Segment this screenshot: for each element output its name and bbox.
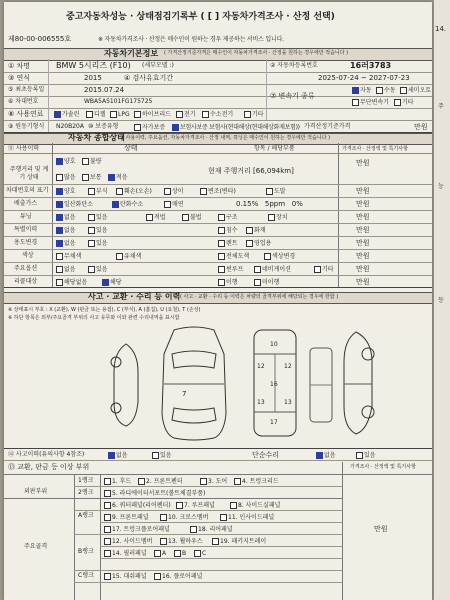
main-frame-group: 주요골격 bbox=[24, 543, 48, 550]
odometer-label: 주행거리 및 계기 상태 bbox=[9, 166, 49, 181]
warranty-insurer[interactable]: 보험사보증 보험사(현대해상(현대해상화재보험)) bbox=[172, 124, 300, 131]
fuel-electric[interactable]: 전기 bbox=[176, 111, 196, 118]
exterior-price-column: 가격조사 · 산정액 및 특기사항 bbox=[350, 464, 416, 470]
tuning-none[interactable]: 없음 bbox=[56, 214, 76, 221]
first-registration-label: ⑤ 최초등록일 bbox=[8, 86, 45, 93]
unit-6: 만원 bbox=[356, 239, 370, 247]
svg-text:17: 17 bbox=[270, 419, 278, 426]
rank-b-label: B랭크 bbox=[78, 548, 94, 555]
color-label: 색상 bbox=[22, 252, 34, 259]
part-quarter-panel[interactable]: 6. 쿼터패널(리어펜더) bbox=[104, 502, 171, 509]
simple-repair-yes[interactable]: 있음 bbox=[356, 452, 376, 459]
part-package-tray[interactable]: 19. 패키지트레이 bbox=[212, 538, 266, 545]
unit-7: 만원 bbox=[356, 252, 370, 260]
options-none[interactable]: 없음 bbox=[56, 266, 76, 273]
exterior-panel-group: 외판부위 bbox=[24, 488, 48, 495]
next-page-edge bbox=[434, 0, 450, 600]
inspection-validity-value: 2025-07-24 ~ 2027-07-23 bbox=[318, 74, 410, 82]
part-side-sill-panel[interactable]: 8. 사이드실패널 bbox=[230, 502, 280, 509]
svg-text:13: 13 bbox=[284, 399, 292, 406]
options-sunroof[interactable]: 썬루프 bbox=[218, 266, 243, 273]
recall-label: 리콜대상 bbox=[14, 278, 38, 285]
registration-number-value: 16러3783 bbox=[350, 61, 392, 70]
svg-text:7: 7 bbox=[182, 390, 187, 398]
rank-c-label: C랭크 bbox=[78, 572, 94, 579]
svg-text:10: 10 bbox=[270, 341, 278, 348]
color-full-paint[interactable]: 전체도색 bbox=[218, 253, 249, 260]
accident-history-none[interactable]: 없음 bbox=[108, 452, 128, 459]
vin-label: ⑥ 차대번호 bbox=[8, 98, 39, 105]
current-mileage: 현재 주행거리 [66,094km] bbox=[208, 167, 294, 175]
mileage-high[interactable]: 많음 bbox=[56, 174, 76, 181]
inspection-record-sheet bbox=[4, 2, 432, 600]
next-page-label-2: 능 bbox=[438, 183, 444, 190]
tuning-structure[interactable]: 구조 bbox=[218, 214, 238, 221]
rank-a-label: A랭크 bbox=[78, 512, 94, 519]
first-registration-value: 2015.07.24 bbox=[84, 86, 125, 94]
fuel-hybrid[interactable]: 하이브리드 bbox=[134, 111, 171, 118]
options-other[interactable]: 기타 bbox=[314, 266, 334, 273]
fuel-hydrogen[interactable]: 수소전기 bbox=[202, 111, 233, 118]
special-none[interactable]: 없음 bbox=[56, 227, 76, 234]
unit-4: 만원 bbox=[356, 213, 370, 221]
accident-section-title: 사고 · 교환 · 수리 등 이력 bbox=[88, 292, 181, 301]
rank-1-label: 1랭크 bbox=[78, 477, 94, 484]
tuning-legal[interactable]: 적법 bbox=[146, 214, 166, 221]
odometer-good[interactable]: 양호 bbox=[56, 158, 76, 165]
next-page-label-1: 주 bbox=[438, 103, 444, 110]
options-yes[interactable]: 있음 bbox=[88, 266, 108, 273]
vin-marking-smeared[interactable]: 도말 bbox=[266, 188, 286, 195]
use-change-label: 용도변경 bbox=[14, 239, 38, 246]
fuel-label: ⑧ 사용연료 bbox=[8, 110, 44, 118]
unit-3: 만원 bbox=[356, 200, 370, 208]
emission-co[interactable]: 일산화탄소 bbox=[56, 201, 93, 208]
accident-section-note: ( 사고 · 교환 · 수리 등 이력은 차량의 골격부위에 해당되는 경우에 한함 ) bbox=[180, 294, 339, 300]
part-cross-member[interactable]: 10. 크로스멤버 bbox=[160, 514, 208, 521]
options-label: 주요옵션 bbox=[14, 265, 38, 272]
base-price-label: 가격산정기준가격 bbox=[304, 123, 351, 130]
transmission-cvt[interactable]: 무단변속기 bbox=[352, 99, 389, 106]
status-section-note: ( 사용이력, 주요옵션, 자동차가격조사 · 산정 내역, 튜닝은 매수인이 원하는 경우에만 적습니다 ) bbox=[122, 135, 331, 141]
car-model-detail: (세부모델 :) bbox=[142, 62, 174, 69]
recall-done[interactable]: 이행 bbox=[218, 279, 238, 286]
use-change-commercial[interactable]: 영업용 bbox=[246, 240, 271, 247]
svg-text:13: 13 bbox=[257, 399, 265, 406]
price-column: 가격조사 · 산정액 및 특기사항 bbox=[342, 146, 408, 152]
odometer-bad[interactable]: 불량 bbox=[82, 158, 102, 165]
page-title: 중고자동차성능 · 상태점검기록부 ( [ ] 자동차가격조사 · 산정 선택) bbox=[66, 12, 335, 22]
simple-repair-none[interactable]: 없음 bbox=[316, 452, 336, 459]
accident-history-label: ⑫ 사고이력(유의사항 4참조) bbox=[8, 451, 85, 458]
transmission-auto[interactable]: 자동 bbox=[352, 87, 372, 94]
car-top-view-diagram bbox=[144, 324, 244, 442]
item-column: 항목 / 해당부품 bbox=[254, 145, 295, 152]
recall-not-done[interactable]: 미이행 bbox=[254, 279, 279, 286]
mileage-normal[interactable]: 보통 bbox=[82, 174, 102, 181]
fuel-diesel[interactable]: 디젤 bbox=[86, 111, 106, 118]
basic-info-section-title: 자동차기본정보 bbox=[104, 49, 159, 58]
basic-info-note: ( 가격산정기준가격은 매수인이 자동차가격조사 · 산정을 원하는 경우에만 적습니다 ) bbox=[164, 50, 349, 56]
color-changed[interactable]: 색상변경 bbox=[264, 253, 295, 260]
rank-2-label: 2랭크 bbox=[78, 489, 94, 496]
car-name-value: BMW 5시리즈 (F10) bbox=[56, 61, 131, 70]
use-change-yes[interactable]: 있음 bbox=[88, 240, 108, 247]
car-frame-diagram bbox=[244, 324, 306, 442]
state-column: 상태 bbox=[124, 144, 138, 152]
transmission-manual[interactable]: 수동 bbox=[376, 87, 396, 94]
base-price-unit: 만원 bbox=[414, 123, 428, 131]
car-left-side-diagram bbox=[106, 342, 144, 428]
simple-repair-label: 단순수리 bbox=[252, 451, 280, 459]
special-flood[interactable]: 침수 bbox=[218, 227, 238, 234]
status-code-note: ※ 하단 항목은 외부/주요골격 부위의 사고 유무와 이와 관련 수리내역을 표시함 bbox=[8, 315, 180, 321]
part-side-member[interactable]: 12. 사이드멤버 bbox=[104, 538, 152, 545]
tuning-label: 튜닝 bbox=[20, 213, 32, 220]
model-year-label: ③ 연식 bbox=[8, 74, 31, 82]
emission-values: 0.15% 5ppm 0% bbox=[236, 200, 303, 208]
part-rear-panel[interactable]: 18. 리어패널 bbox=[190, 526, 233, 533]
part-roof-panel[interactable]: 7. 루프패널 bbox=[176, 502, 215, 509]
part-wheel-house[interactable]: 13. 휠하우스 bbox=[160, 538, 203, 545]
pillar-a[interactable]: A bbox=[154, 550, 166, 557]
mileage-low[interactable]: 적음 bbox=[108, 174, 128, 181]
unit-9: 만원 bbox=[356, 278, 370, 286]
part-inside-panel[interactable]: 11. 인사이드패널 bbox=[220, 514, 274, 521]
pillar-b[interactable]: B bbox=[174, 550, 186, 557]
accident-history-yes[interactable]: 있음 bbox=[152, 452, 172, 459]
emission-hc[interactable]: 탄화수소 bbox=[112, 201, 143, 208]
service-notice: ※ 자동차가격조사 · 산정은 매수인이 원하는 경우 제공하는 서비스 입니다. bbox=[98, 36, 284, 43]
part-hood[interactable]: 1. 후드 bbox=[104, 478, 131, 485]
transmission-label: ⑦ 변속기 종류 bbox=[270, 92, 315, 100]
car-left-frame-diagram bbox=[304, 342, 338, 428]
exterior-section-title: ⑬ 교환, 판금 등 이상 부위 bbox=[8, 463, 90, 471]
pillar-c[interactable]: C bbox=[194, 550, 206, 557]
emission-label: 배출가스 bbox=[14, 200, 38, 207]
tuning-illegal[interactable]: 불법 bbox=[182, 214, 202, 221]
part-trunk-floor-panel[interactable]: 17. 트렁크플로어패널 bbox=[104, 526, 170, 533]
tuning-yes[interactable]: 있음 bbox=[88, 214, 108, 221]
vin-marking-altered[interactable]: 변조(변타) bbox=[200, 188, 236, 195]
tuning-device[interactable]: 장치 bbox=[268, 214, 288, 221]
recall-applicable[interactable]: 해당 bbox=[102, 279, 122, 286]
unit-1: 만원 bbox=[356, 159, 370, 167]
part-dash-panel[interactable]: 15. 대쉬패널 bbox=[104, 573, 147, 580]
svg-text:16: 16 bbox=[270, 381, 278, 388]
use-change-none[interactable]: 없음 bbox=[56, 240, 76, 247]
warranty-type-label: ⑩ 보증유형 bbox=[88, 123, 119, 130]
special-fire[interactable]: 화재 bbox=[246, 227, 266, 234]
recall-none[interactable]: 해당없음 bbox=[56, 279, 87, 286]
part-pillar-panel[interactable]: 14. 필러패널 bbox=[104, 550, 147, 557]
part-radiator-support[interactable]: 5. 라디에이터서포트(볼트체결부품) bbox=[104, 490, 205, 497]
part-trunk-lid[interactable]: 4. 트렁크리드 bbox=[234, 478, 279, 485]
car-name-label: ① 차명 bbox=[8, 62, 31, 70]
transmission-semi-auto[interactable]: 세미오토 bbox=[400, 87, 431, 94]
special-history-label: 특별이력 bbox=[14, 226, 38, 233]
options-navigation[interactable]: 네비게이션 bbox=[254, 266, 291, 273]
model-year-value: 2015 bbox=[84, 74, 102, 82]
color-chromatic[interactable]: 유채색 bbox=[116, 253, 141, 260]
vin-marking-different[interactable]: 상이 bbox=[164, 188, 184, 195]
document-number: 제80-00-006555호 bbox=[8, 35, 72, 43]
inspection-validity-label: ④ 검사유효기간 bbox=[124, 74, 174, 82]
fuel-other[interactable]: 기타 bbox=[244, 111, 264, 118]
next-page-section-number: 14. bbox=[435, 25, 447, 33]
unit-5: 만원 bbox=[356, 226, 370, 234]
use-change-rent[interactable]: 렌트 bbox=[218, 240, 238, 247]
fuel-gasoline[interactable]: 가솔린 bbox=[54, 111, 79, 118]
part-floor-panel[interactable]: 16. 플로어패널 bbox=[154, 573, 202, 580]
vin-marking-good[interactable]: 양호 bbox=[56, 188, 76, 195]
status-code-legend: ※ 상태표시 부호 : X (교환), W (판금 또는 용접), C (부식), A (흠집), U (요철), T (손상) bbox=[8, 307, 201, 313]
transmission-other[interactable]: 기타 bbox=[394, 99, 414, 106]
part-front-fender[interactable]: 2. 프론트펜더 bbox=[138, 478, 183, 485]
unit-8: 만원 bbox=[356, 265, 370, 273]
engine-type-value: N20B20A bbox=[56, 123, 84, 130]
usage-history-column: ⑪ 사용이력 bbox=[8, 145, 40, 152]
registration-number-label: ② 자동차등록번호 bbox=[270, 62, 318, 69]
unit-2: 만원 bbox=[356, 187, 370, 195]
next-page-label-3: 등 bbox=[438, 297, 444, 304]
special-yes[interactable]: 있음 bbox=[88, 227, 108, 234]
svg-text:12: 12 bbox=[257, 363, 265, 370]
car-right-side-diagram bbox=[338, 328, 378, 438]
exterior-price-unit: 만원 bbox=[374, 525, 388, 533]
fuel-lpg[interactable]: LPG bbox=[110, 111, 130, 118]
warranty-self[interactable]: 자가보증 bbox=[134, 124, 165, 131]
part-front-panel[interactable]: 9. 프론트패널 bbox=[104, 514, 149, 521]
engine-type-label: ⑨ 원동기형식 bbox=[8, 123, 45, 130]
color-achromatic[interactable]: 무채색 bbox=[56, 253, 81, 260]
part-door[interactable]: 3. 도어 bbox=[200, 478, 227, 485]
vin-value: WBA5A5101FG175725 bbox=[84, 98, 153, 105]
vin-marking-damaged[interactable]: 훼손(오손) bbox=[116, 188, 152, 195]
vin-marking-label: 차대번호의 표기 bbox=[6, 187, 49, 194]
emission-smoke[interactable]: 매연 bbox=[164, 201, 184, 208]
status-section-title: 자동차 종합상태 bbox=[68, 133, 125, 142]
vin-marking-rust[interactable]: 부식 bbox=[88, 188, 108, 195]
svg-text:12: 12 bbox=[284, 363, 292, 370]
